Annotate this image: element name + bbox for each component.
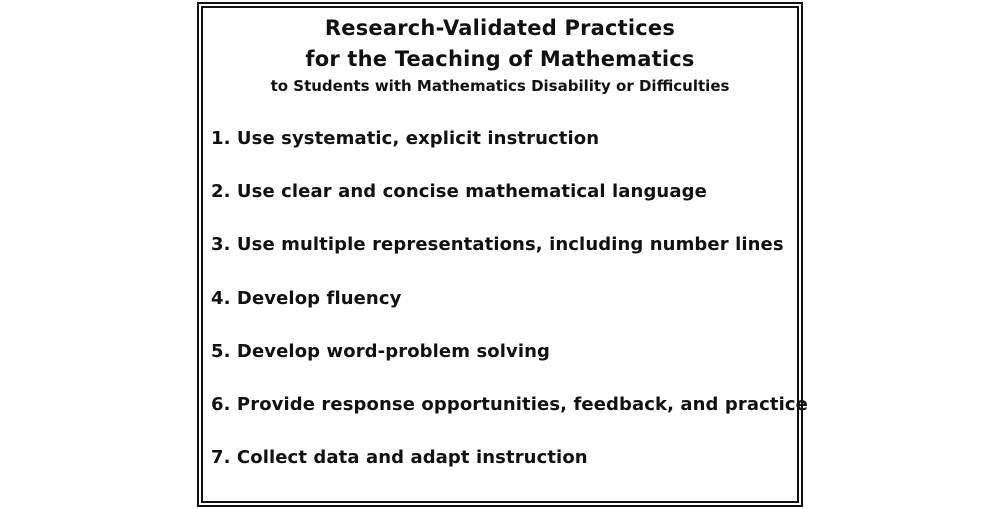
title-line-1: Research-Validated Practices <box>324 16 676 40</box>
practice-item: 2. Use clear and concise mathematical language <box>211 181 707 203</box>
practice-item: 7. Collect data and adapt instruction <box>211 447 588 469</box>
practice-item: 6. Provide response opportunities, feedback, and practice <box>211 393 808 415</box>
practice-item: 4. Develop fluency <box>211 287 402 309</box>
subtitle: to Students with Mathematics Disability or Difficulties <box>270 77 730 95</box>
practice-list <box>211 124 808 496</box>
practice-item: 5. Develop word-problem solving <box>211 340 551 362</box>
practice-item: 3. Use multiple representations, including number lines <box>211 234 784 256</box>
title-line-2: for the Teaching of Mathematics <box>305 47 695 71</box>
practice-item: 1. Use systematic, explicit instruction <box>211 128 600 149</box>
